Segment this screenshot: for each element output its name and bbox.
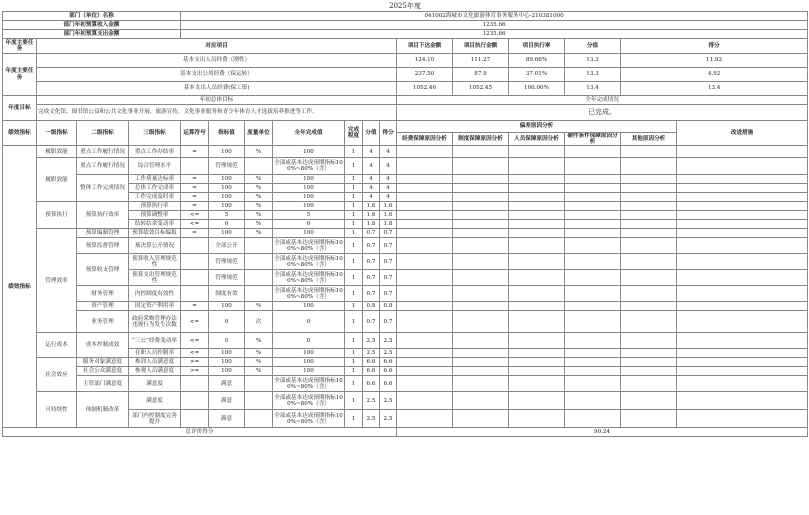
perf-l3: 工作完成及时率 bbox=[129, 193, 181, 202]
perf-l3: 满意度 bbox=[129, 376, 181, 392]
goal-plan-text: 完成文化馆、图书馆公益和公共文化事业开展，旅游宣传，文化事业服务和青少年体育人才选拔培养推进等工作。 bbox=[37, 105, 397, 121]
perf-hdr-unit: 度量单位 bbox=[245, 121, 273, 146]
perf-target: 满意 bbox=[209, 376, 245, 392]
perf-score: 0.7 bbox=[363, 229, 380, 238]
budget-row bbox=[3, 68, 808, 82]
perf-unit bbox=[245, 410, 273, 428]
budget-item-name: 基本支出人员经费(保工资) bbox=[37, 82, 397, 96]
perf-got: 1.6 bbox=[380, 211, 397, 220]
perf-actual: 100 bbox=[273, 358, 345, 367]
perf-got: 1.6 bbox=[380, 202, 397, 211]
budget-exec: 111.27 bbox=[453, 54, 509, 68]
perf-l3: “三公”经费变动率 bbox=[129, 333, 181, 349]
perf-score: 2.5 bbox=[363, 410, 380, 428]
unit-value: 041002海城市文化旅游体育事务服务中心-210381000 bbox=[181, 12, 808, 21]
perf-row bbox=[3, 311, 808, 333]
perf-op: <= bbox=[181, 333, 209, 349]
perf-row bbox=[3, 229, 808, 238]
perf-l2: 资产管理 bbox=[77, 302, 129, 311]
perf-op: = bbox=[181, 302, 209, 311]
perf-degree: 1 bbox=[345, 311, 363, 333]
budget-item-name: 基本支出公用经费（保运转） bbox=[37, 68, 397, 82]
budget-score: 13.4 bbox=[565, 82, 621, 96]
document-year: 2025年度 bbox=[389, 2, 421, 11]
perf-l3: 预决算公开情况 bbox=[129, 238, 181, 254]
perf-l2: 预算收支管理 bbox=[77, 254, 129, 286]
perf-degree: 1 bbox=[345, 302, 363, 311]
budget-hdr-rate: 项目执行率 bbox=[509, 39, 565, 54]
perf-got: 4 bbox=[380, 146, 397, 158]
perf-target: 满意 bbox=[209, 392, 245, 410]
perf-row bbox=[3, 202, 808, 211]
perf-actual: 全部或基本达成预期指标100%~80%（含） bbox=[273, 158, 345, 175]
perf-actual: 全部或基本达成预期指标100%~80%（含） bbox=[274, 377, 343, 390]
perf-target: 全部公开 bbox=[209, 238, 245, 254]
perf-degree: 1 bbox=[345, 211, 363, 220]
budget-issued: 124.10 bbox=[397, 54, 453, 68]
perf-target: 100 bbox=[209, 184, 245, 193]
perf-score: 4 bbox=[363, 193, 380, 202]
perf-op bbox=[181, 410, 209, 428]
perf-unit bbox=[245, 158, 273, 175]
perf-degree: 1 bbox=[345, 254, 363, 270]
perf-degree: 1 bbox=[345, 238, 363, 254]
perf-got: 2.5 bbox=[380, 410, 397, 428]
budget-exec: 87.9 bbox=[453, 68, 509, 82]
budget-hdr-item: 对应项目 bbox=[37, 39, 397, 54]
perf-degree: 1 bbox=[345, 184, 363, 193]
perf-actual: 100 bbox=[273, 349, 345, 358]
budget-score: 13.3 bbox=[565, 54, 621, 68]
perf-l3: 预算绩效目标编报 bbox=[129, 229, 181, 238]
perf-op bbox=[181, 238, 209, 254]
perf-hdr-dev-funding: 经费保障原因分析 bbox=[397, 133, 453, 146]
perf-hdr-l2: 二级指标 bbox=[77, 121, 129, 146]
perf-row bbox=[3, 146, 808, 158]
budget-header-row bbox=[3, 39, 808, 54]
expend-label: 部门年初预算支出金额 bbox=[3, 30, 181, 39]
perf-hdr-dev-staff: 人员保障原因分析 bbox=[509, 133, 565, 146]
perf-l2: 主管部门满意度 bbox=[77, 376, 129, 392]
perf-hdr-dev-system: 制度保障原因分析 bbox=[453, 133, 509, 146]
perf-target: 0 bbox=[209, 311, 245, 333]
perf-row bbox=[3, 175, 808, 184]
perf-degree: 1 bbox=[345, 286, 363, 302]
budget-row bbox=[3, 82, 808, 96]
perf-actual: 100 bbox=[273, 184, 345, 193]
perf-got: 4 bbox=[380, 184, 397, 193]
perf-score: 4 bbox=[363, 158, 380, 175]
perf-unit: % bbox=[245, 146, 273, 158]
perf-hdr-deviation: 偏差原因分析 bbox=[397, 121, 677, 133]
perf-hdr-l1: 一级指标 bbox=[37, 121, 77, 146]
perf-hdr-target: 指标值 bbox=[209, 121, 245, 146]
perf-op: = bbox=[181, 202, 209, 211]
perf-target: 100 bbox=[209, 229, 245, 238]
perf-got: 0.7 bbox=[380, 229, 397, 238]
perf-hdr-degree: 完成程度 bbox=[345, 121, 363, 146]
perf-l3: 满意度 bbox=[129, 392, 181, 410]
budget-row bbox=[3, 54, 808, 68]
budget-hdr-issued: 项目下达金额 bbox=[397, 39, 453, 54]
perf-l1: 运行成本 bbox=[37, 333, 77, 358]
budget-got: 13.4 bbox=[621, 82, 808, 96]
perf-target: 管理规范 bbox=[209, 270, 245, 286]
perf-l3: 内控制度有效性 bbox=[129, 286, 181, 302]
perf-unit: % bbox=[245, 229, 273, 238]
perf-l3: 政府采购管理办法违规行为发生次数 bbox=[129, 311, 181, 333]
perf-row bbox=[3, 367, 808, 376]
perf-degree: 1 bbox=[345, 333, 363, 349]
perf-l3: 预算收入管理规范性 bbox=[129, 254, 181, 270]
perf-unit bbox=[245, 270, 273, 286]
perf-header-row bbox=[3, 121, 808, 133]
perf-target: 0 bbox=[209, 333, 245, 349]
perf-unit: % bbox=[245, 367, 273, 376]
perf-hdr-l3: 三级指标 bbox=[129, 121, 181, 146]
perf-unit bbox=[245, 376, 273, 392]
perf-unit: % bbox=[245, 358, 273, 367]
perf-l3: 工作质量达标率 bbox=[129, 175, 181, 184]
perf-side-label: 绩效指标 bbox=[3, 146, 37, 428]
budget-exec: 1052.45 bbox=[453, 82, 509, 96]
perf-l2: 业务管理 bbox=[77, 311, 129, 333]
total-label: 总评价得分 bbox=[3, 428, 397, 437]
perf-got: 4 bbox=[380, 158, 397, 175]
goal-text-row bbox=[3, 105, 808, 121]
perf-unit: % bbox=[245, 175, 273, 184]
perf-score: 0.7 bbox=[363, 238, 380, 254]
expend-value: 1235.66 bbox=[181, 30, 808, 39]
task2-label: 年度主要任务 bbox=[3, 54, 37, 96]
perf-got: 6.6 bbox=[380, 358, 397, 367]
perf-actual: 全部或基本达成预期指标100%~80%（含） bbox=[274, 287, 343, 300]
perf-actual: 全部或基本达成预期指标100%~80%（含） bbox=[273, 392, 345, 410]
perf-l2: 社会公众满意度 bbox=[77, 367, 129, 376]
perf-op: <= bbox=[181, 311, 209, 333]
perf-got: 0.7 bbox=[380, 311, 397, 333]
perf-l3: 综合管理水平 bbox=[129, 158, 181, 175]
perf-l3: 预算调整率 bbox=[129, 211, 181, 220]
expend-row bbox=[3, 30, 808, 39]
perf-got: 6.6 bbox=[380, 367, 397, 376]
perf-l3: 结转结余变动率 bbox=[129, 220, 181, 229]
perf-l1: 履职效能 bbox=[37, 158, 77, 202]
perf-l3: 预算支出管理规范性 bbox=[129, 270, 181, 286]
perf-op: >= bbox=[181, 358, 209, 367]
perf-got: 0.7 bbox=[380, 270, 397, 286]
perf-l1: 预算执行 bbox=[37, 202, 77, 229]
perf-l1: 社会效应 bbox=[37, 358, 77, 392]
perf-target: 制度有效 bbox=[209, 286, 245, 302]
perf-degree: 1 bbox=[345, 193, 363, 202]
perf-got: 4 bbox=[380, 175, 397, 184]
perf-got: 2.5 bbox=[380, 349, 397, 358]
perf-degree: 1 bbox=[345, 175, 363, 184]
budget-hdr-exec: 项目执行金额 bbox=[453, 39, 509, 54]
perf-l2: 预算编制管理 bbox=[77, 229, 129, 238]
perf-target: 100 bbox=[209, 175, 245, 184]
perf-unit: 次 bbox=[245, 311, 273, 333]
budget-issued: 1052.46 bbox=[397, 82, 453, 96]
perf-l2: 财务管理 bbox=[77, 286, 129, 302]
perf-target: 管理规范 bbox=[209, 254, 245, 270]
perf-unit bbox=[245, 392, 273, 410]
perf-score: 6.6 bbox=[363, 367, 380, 376]
perf-l2: 体制机制改革 bbox=[77, 392, 129, 428]
perf-actual: 100 bbox=[273, 229, 345, 238]
perf-score: 2.5 bbox=[363, 349, 380, 358]
perf-op bbox=[181, 392, 209, 410]
perf-score: 6.6 bbox=[363, 358, 380, 367]
perf-l1: 管理效率 bbox=[37, 229, 77, 333]
budget-rate: 37.01% bbox=[509, 68, 565, 82]
perf-target: 100 bbox=[209, 358, 245, 367]
perf-score: 1.6 bbox=[363, 211, 380, 220]
perf-op: >= bbox=[181, 367, 209, 376]
perf-unit: % bbox=[245, 349, 273, 358]
perf-row bbox=[3, 302, 808, 311]
perf-op bbox=[181, 158, 209, 175]
perf-op: <= bbox=[181, 211, 209, 220]
perf-got: 2.5 bbox=[380, 333, 397, 349]
perf-actual: 100 bbox=[273, 193, 345, 202]
perf-target: 100 bbox=[209, 367, 245, 376]
perf-score: 2.5 bbox=[363, 333, 380, 349]
perf-degree: 1 bbox=[345, 358, 363, 367]
perf-op bbox=[181, 376, 209, 392]
perf-row bbox=[3, 158, 808, 175]
goal-plan-header: 年初总体目标 bbox=[37, 96, 397, 105]
perf-actual: 100 bbox=[273, 367, 345, 376]
perf-unit: % bbox=[245, 333, 273, 349]
perf-target: 100 bbox=[209, 349, 245, 358]
perf-target: 5 bbox=[209, 211, 245, 220]
perf-l3: 在职人员控制率 bbox=[129, 349, 181, 358]
perf-op bbox=[181, 254, 209, 270]
perf-row bbox=[3, 333, 808, 349]
perf-degree: 1 bbox=[345, 146, 363, 158]
perf-target: 0 bbox=[209, 220, 245, 229]
perf-op: = bbox=[181, 146, 209, 158]
income-label: 部门年初预算收入金额 bbox=[3, 21, 181, 30]
perf-target: 100 bbox=[209, 193, 245, 202]
budget-rate: 100.00% bbox=[509, 82, 565, 96]
perf-l3: 固定资产利用率 bbox=[129, 302, 181, 311]
budget-rate: 89.66% bbox=[509, 54, 565, 68]
perf-score: 0.7 bbox=[363, 311, 380, 333]
income-row bbox=[3, 21, 808, 30]
goal-done-text: 已完成。 bbox=[397, 105, 808, 121]
perf-actual: 5 bbox=[273, 211, 345, 220]
perf-row bbox=[3, 376, 808, 392]
perf-degree: 1 bbox=[345, 367, 363, 376]
perf-row bbox=[3, 286, 808, 302]
perf-unit bbox=[245, 238, 273, 254]
perf-hdr-dev-hardware: 硬件条件保障原因分析 bbox=[565, 133, 621, 146]
perf-op: = bbox=[181, 175, 209, 184]
perf-hdr-fix: 改进措施 bbox=[677, 121, 808, 146]
perf-op: = bbox=[181, 193, 209, 202]
perf-label: 绩效指标 bbox=[3, 121, 37, 146]
budget-got: 4.92 bbox=[621, 68, 808, 82]
perf-unit: % bbox=[245, 193, 273, 202]
income-value: 1235.66 bbox=[181, 21, 808, 30]
perf-degree: 1 bbox=[345, 410, 363, 428]
perf-l3: 部门内控制度完善提升 bbox=[129, 410, 181, 428]
perf-actual: 全部或基本达成预期指标100%~80%（含） bbox=[274, 271, 343, 284]
goal-header-row bbox=[3, 96, 808, 105]
goal-done-header: 全年完成情况 bbox=[397, 96, 808, 105]
perf-row bbox=[3, 358, 808, 367]
perf-hdr-op: 运算符号 bbox=[181, 121, 209, 146]
performance-self-evaluation-table bbox=[2, 2, 808, 437]
perf-l2: 成本控制成效 bbox=[77, 333, 129, 358]
perf-target: 100 bbox=[209, 302, 245, 311]
perf-l3: 预算执行率 bbox=[129, 202, 181, 211]
perf-actual: 全部或基本达成预期指标100%~80%（含） bbox=[274, 255, 343, 268]
perf-got: 0.7 bbox=[380, 238, 397, 254]
perf-degree: 1 bbox=[345, 349, 363, 358]
perf-l2: 整体工作完成情况 bbox=[77, 175, 129, 202]
perf-degree: 1 bbox=[345, 229, 363, 238]
perf-unit: % bbox=[245, 211, 273, 220]
total-row bbox=[3, 428, 808, 437]
perf-degree: 1 bbox=[345, 220, 363, 229]
perf-op: = bbox=[181, 184, 209, 193]
perf-got: 2.5 bbox=[380, 392, 397, 410]
perf-l1: 履职效能 bbox=[37, 146, 77, 158]
perf-unit bbox=[245, 286, 273, 302]
perf-score: 4 bbox=[363, 184, 380, 193]
perf-target: 100 bbox=[209, 146, 245, 158]
perf-hdr-actual: 全年完成值 bbox=[273, 121, 345, 146]
perf-actual: 100 bbox=[273, 175, 345, 184]
perf-actual: 0 bbox=[273, 220, 345, 229]
perf-degree: 1 bbox=[345, 392, 363, 410]
budget-item-name: 基本支出人员经费（刚性） bbox=[37, 54, 397, 68]
budget-issued: 237.50 bbox=[397, 68, 453, 82]
perf-got: 6.6 bbox=[380, 376, 397, 392]
perf-got: 0.7 bbox=[380, 286, 397, 302]
perf-actual: 0 bbox=[273, 333, 345, 349]
perf-target: 满意 bbox=[209, 410, 245, 428]
perf-l2: 预算执行效率 bbox=[77, 202, 129, 229]
budget-score: 13.3 bbox=[565, 68, 621, 82]
perf-score: 1.8 bbox=[363, 220, 380, 229]
perf-row bbox=[3, 254, 808, 270]
perf-l1: 可持续性 bbox=[37, 392, 77, 428]
perf-op bbox=[181, 286, 209, 302]
perf-l3: 重点工作办结率 bbox=[129, 146, 181, 158]
perf-l3: 参训人员满意度 bbox=[129, 358, 181, 367]
perf-l2: 重点工作履行情况 bbox=[77, 158, 129, 175]
perf-op bbox=[181, 270, 209, 286]
perf-hdr-dev-other: 其他原因分析 bbox=[621, 133, 677, 146]
perf-unit bbox=[245, 254, 273, 270]
perf-got: 4 bbox=[380, 193, 397, 202]
task-label: 年度主要任务 bbox=[3, 39, 37, 54]
perf-got: 0.8 bbox=[380, 302, 397, 311]
perf-score: 0.7 bbox=[363, 286, 380, 302]
perf-score: 6.6 bbox=[363, 376, 380, 392]
perf-unit: % bbox=[245, 202, 273, 211]
perf-degree: 1 bbox=[345, 202, 363, 211]
perf-degree: 1 bbox=[345, 376, 363, 392]
budget-hdr-score: 分值 bbox=[565, 39, 621, 54]
perf-op: = bbox=[181, 229, 209, 238]
perf-unit: % bbox=[245, 302, 273, 311]
perf-actual: 全部或基本达成预期指标100%~80%（含） bbox=[273, 410, 345, 428]
perf-target: 100 bbox=[209, 202, 245, 211]
perf-score: 4 bbox=[363, 146, 380, 158]
perf-score: 0.8 bbox=[363, 302, 380, 311]
perf-target: 管理规范 bbox=[209, 158, 245, 175]
perf-got: 1.8 bbox=[380, 220, 397, 229]
perf-op: <= bbox=[181, 220, 209, 229]
perf-l3: 参观人员满意度 bbox=[129, 367, 181, 376]
perf-score: 4 bbox=[363, 175, 380, 184]
perf-score: 0.7 bbox=[363, 254, 380, 270]
perf-degree: 1 bbox=[345, 270, 363, 286]
perf-actual: 全部或基本达成预期指标100%~80%（含） bbox=[274, 239, 343, 252]
title-row bbox=[3, 2, 808, 12]
perf-l3: 总体工作完成率 bbox=[129, 184, 181, 193]
perf-actual: 100 bbox=[273, 146, 345, 158]
perf-hdr-score: 分值 bbox=[363, 121, 380, 146]
goal-label: 年度目标 bbox=[3, 96, 37, 121]
perf-degree: 1 bbox=[345, 158, 363, 175]
budget-hdr-got: 得分 bbox=[621, 39, 808, 54]
perf-l2: 重点工作履行情况 bbox=[77, 146, 129, 158]
perf-op: <= bbox=[181, 349, 209, 358]
perf-row bbox=[3, 392, 808, 410]
budget-got: 11.92 bbox=[621, 54, 808, 68]
perf-got: 0.7 bbox=[380, 254, 397, 270]
unit-row bbox=[3, 12, 808, 21]
total-value: 90.24 bbox=[397, 428, 808, 437]
perf-unit: % bbox=[245, 184, 273, 193]
perf-hdr-got: 得分 bbox=[380, 121, 397, 146]
perf-score: 2.5 bbox=[363, 392, 380, 410]
unit-label: 部门（单位）名称 bbox=[3, 12, 181, 21]
perf-row bbox=[3, 238, 808, 254]
perf-l2: 预算监督管理 bbox=[77, 238, 129, 254]
perf-unit: % bbox=[245, 220, 273, 229]
perf-actual: 0 bbox=[273, 311, 345, 333]
perf-actual: 100 bbox=[273, 202, 345, 211]
perf-l2: 服务对象满意度 bbox=[77, 358, 129, 367]
perf-score: 0.7 bbox=[363, 270, 380, 286]
perf-actual: 100 bbox=[273, 302, 345, 311]
perf-score: 1.6 bbox=[363, 202, 380, 211]
